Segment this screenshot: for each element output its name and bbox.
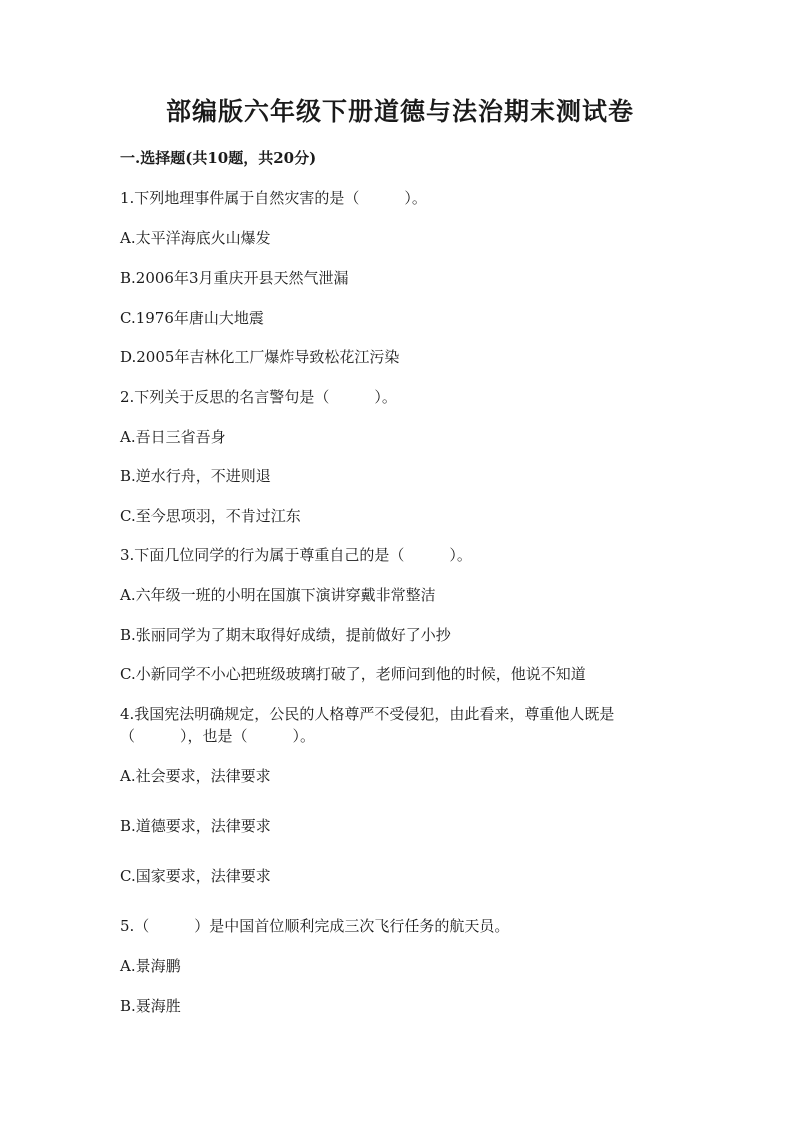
question-3-option-c: C.小新同学不小心把班级玻璃打破了，老师问到他的时候，他说不知道	[120, 665, 586, 683]
question-5-option-a: A.景海鹏	[120, 957, 181, 975]
question-4-stem-continued: （ ），也是（ ）。	[120, 727, 316, 745]
question-1-stem: 1.下列地理事件属于自然灾害的是（ ）。	[120, 189, 427, 207]
page-title: 部编版六年级下册道德与法治期末测试卷	[165, 97, 634, 126]
question-5-stem: 5.（ ）是中国首位顺利完成三次飞行任务的航天员。	[120, 917, 510, 935]
question-3-option-a: A.六年级一班的小明在国旗下演讲穿戴非常整洁	[120, 586, 436, 604]
question-4-stem: 4.我国宪法明确规定，公民的人格尊严不受侵犯，由此看来，尊重他人既是	[120, 705, 615, 723]
section-heading: 一.选择题(共10题，共20分)	[120, 149, 317, 167]
question-4-option-c: C.国家要求，法律要求	[120, 867, 271, 885]
question-5-option-b: B.聂海胜	[120, 997, 181, 1015]
question-2-option-b: B.逆水行舟，不进则退	[120, 467, 271, 485]
question-1-option-b: B.2006年3月重庆开县天然气泄漏	[120, 269, 349, 287]
question-3-option-b: B.张丽同学为了期末取得好成绩，提前做好了小抄	[120, 626, 451, 644]
question-1-option-d: D.2005年吉林化工厂爆炸导致松花江污染	[120, 348, 400, 366]
question-2-option-c: C.至今思项羽，不肯过江东	[120, 507, 301, 525]
question-2-stem: 2.下列关于反思的名言警句是（ ）。	[120, 388, 397, 406]
question-1-option-c: C.1976年唐山大地震	[120, 309, 264, 327]
question-2-option-a: A.吾日三省吾身	[120, 428, 226, 446]
question-1-option-a: A.太平洋海底火山爆发	[120, 229, 271, 247]
question-4-option-a: A.社会要求，法律要求	[120, 767, 271, 785]
question-4-option-b: B.道德要求，法律要求	[120, 817, 271, 835]
question-3-stem: 3.下面几位同学的行为属于尊重自己的是（ ）。	[120, 546, 472, 564]
